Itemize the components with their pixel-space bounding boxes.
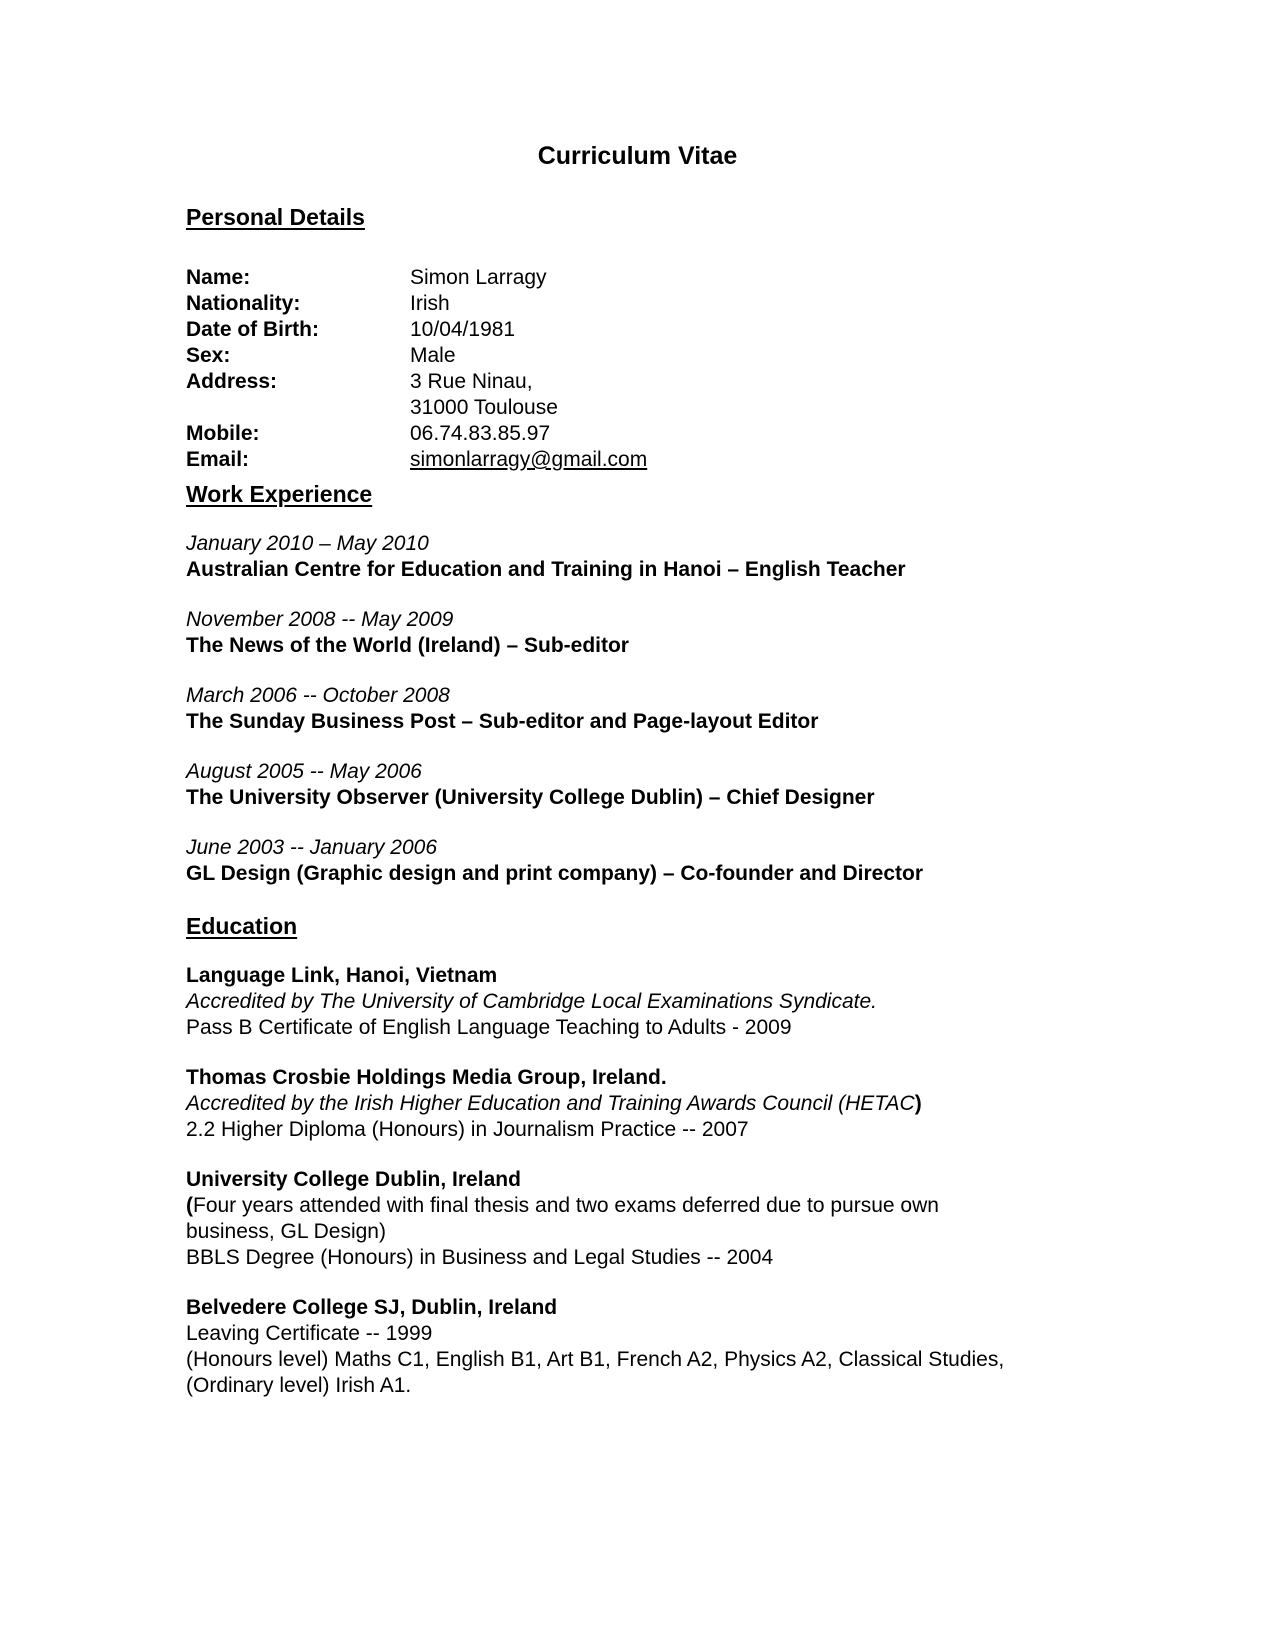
detail-row-address [186,369,647,421]
email-link[interactable]: simonlarragy@gmail.com [410,448,648,471]
education-entry [186,963,1106,1041]
education-note-continued: business, GL Design) [186,1220,386,1243]
address-line-2: 31000 Toulouse [410,396,558,419]
work-dates: June 2003 -- January 2006 [186,836,438,859]
detail-value: Simon Larragy [410,266,547,289]
education-note: Four years attended with final thesis and two exams deferred due to pursue own [193,1194,939,1217]
detail-value: Male [410,344,456,367]
work-entry [186,759,1106,811]
education-qualification: Leaving Certificate -- 1999 [186,1322,433,1345]
work-role: The University Observer (University College Dublin) – Chief Designer [186,786,875,809]
education-accreditation: Accredited by The University of Cambridge Local Examinations Syndicate. [186,990,877,1013]
detail-value: Irish [410,292,450,315]
education-institution: Belvedere College SJ, Dublin, Ireland [186,1296,558,1319]
detail-label: Date of Birth: [186,318,319,341]
work-dates: January 2010 – May 2010 [186,532,429,555]
work-entry [186,531,1106,583]
education-institution: Language Link, Hanoi, Vietnam [186,964,498,987]
detail-value: 10/04/1981 [410,318,516,341]
detail-value-email [410,447,647,473]
detail-label: Nationality: [186,292,301,315]
work-role: The Sunday Business Post – Sub-editor and Page-layout Editor [186,710,819,733]
work-dates: November 2008 -- May 2009 [186,608,454,631]
education-qualification: BBLS Degree (Honours) in Business and Legal Studies -- 2004 [186,1246,774,1269]
detail-row-nationality [186,291,647,317]
personal-details-heading: Personal Details [186,204,365,230]
detail-row-mobile [186,421,647,447]
education-entry [186,1167,1106,1271]
work-role: GL Design (Graphic design and print company) – Co-founder and Director [186,862,924,885]
detail-label: Address: [186,370,278,393]
education-entry [186,1295,1106,1399]
accreditation-close-paren: ) [914,1092,922,1115]
work-role: The News of the World (Ireland) – Sub-editor [186,634,629,657]
education-entry [186,1065,1106,1143]
work-dates: March 2006 -- October 2008 [186,684,450,707]
education-heading: Education [186,913,298,939]
education-grades: (Honours level) Maths C1, English B1, Art B1, French A2, Physics A2, Classical Studies, [186,1348,1005,1371]
education-accreditation: Accredited by the Irish Higher Education and Training Awards Council (HETAC [186,1092,915,1115]
education-institution: University College Dublin, Ireland [186,1168,521,1191]
education-grades-continued: (Ordinary level) Irish A1. [186,1374,412,1397]
work-role: Australian Centre for Education and Training in Hanoi – English Teacher [186,558,906,581]
detail-label: Email: [186,448,250,471]
education-qualification: 2.2 Higher Diploma (Honours) in Journalism Practice -- 2007 [186,1118,749,1141]
work-dates: August 2005 -- May 2006 [186,760,422,783]
work-entry [186,683,1106,735]
work-entry [186,607,1106,659]
detail-label: Mobile: [186,422,260,445]
detail-row-email [186,447,647,473]
detail-value-address [410,369,647,421]
detail-label: Sex: [186,344,231,367]
work-experience-heading: Work Experience [186,481,373,507]
address-line-1: 3 Rue Ninau, [410,370,533,393]
education-qualification: Pass B Certificate of English Language Teaching to Adults - 2009 [186,1016,792,1039]
education-accreditation-line [186,1091,1106,1117]
note-open-paren: ( [186,1194,193,1217]
personal-details-list [186,265,647,473]
education-note-line [186,1193,1106,1219]
detail-label: Name: [186,266,251,289]
detail-row-sex [186,343,647,369]
page-title: Curriculum Vitae [537,142,738,170]
detail-row-date-of-birth [186,317,647,343]
detail-row-name [186,265,647,291]
education-institution: Thomas Crosbie Holdings Media Group, Ireland. [186,1066,667,1089]
detail-value: 06.74.83.85.97 [410,422,551,445]
work-entry [186,835,1106,887]
